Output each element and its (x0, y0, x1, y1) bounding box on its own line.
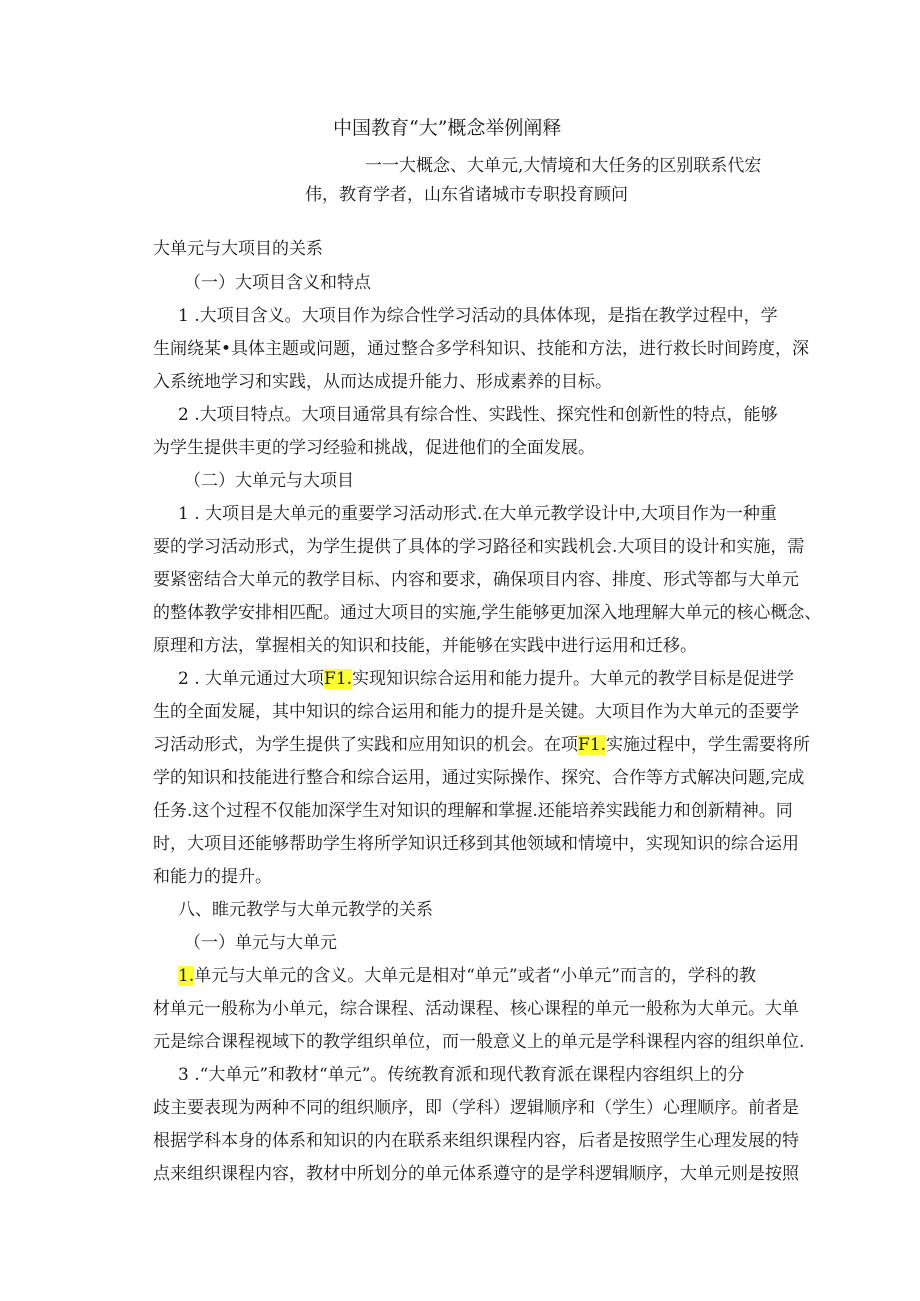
section-heading: 八、睢元教学与大单元教学的关系 (178, 900, 433, 920)
paragraph-line: 2 .大项目特点。大项目通常具有综合性、实践性、探究性和创新性的特点，能够 (178, 405, 778, 425)
highlight-mark: F1. (578, 735, 607, 755)
text-run: 2 . 大单元通过大项 (178, 669, 325, 689)
paragraph-line: 原理和方法，掌握相关的知识和技能，并能够在实践中进行运用和迁移。 (153, 636, 697, 656)
subtitle-line-2: 伟，教育学者，山东省诸城市专职投育顾问 (305, 185, 628, 205)
text-run: 实施过程中，学生需要将所 (606, 735, 811, 755)
text-run: 单元与大单元的含义。大单元是相对“单元”或者“小单元”而言的，学科的教 (194, 966, 756, 986)
paragraph-line: 要紧密结合大单元的教学目标、内容和要求，确保项目内容、排度、形式等都与大单元 (153, 570, 799, 590)
paragraph-line: 材单元一般称为小单元，综合课程、活动课程、核心课程的单元一般称为大单元。大单 (153, 999, 799, 1019)
section-heading: 大单元与大项目的关系 (153, 239, 323, 259)
paragraph-line: 根据学科本身的体系和知识的内在联系来组织课程内容，后者是按照学生心理发展的特 (153, 1131, 799, 1151)
subsection-heading: （一）单元与大单元 (184, 933, 337, 953)
paragraph-line: 点来组织课程内容，教材中所划分的单元体系遵守的是学科逻辑顺序，大单元则是按照 (153, 1164, 799, 1184)
paragraph-line (153, 734, 810, 756)
paragraph-line: 生的全面发屣，其中知识的综合运用和能力的提升是关键。大项目作为大单元的歪要学 (153, 702, 799, 722)
paragraph-line: 1 .大项目含义。大项目作为综合性学习活动的具体体现，是指在教学过程中，学 (178, 306, 778, 326)
subtitle-line-1: 一一大概念、大单元,大情境和大任务的区别联系代宏 (365, 156, 762, 176)
paragraph-line: 的整体教学安排相匹配。通过大项目的实施,学生能够更加深入地理解大单元的核心概念、 (153, 603, 822, 623)
text-run: 习活动形式，为学生提供了实践和应用知识的机会。在项 (153, 735, 578, 755)
paragraph-line: 学的知识和技能进行整合和综合运用，通过实际操作、探究、合作等方式解决问题,完成 (153, 768, 805, 788)
highlight-mark: 1. (178, 966, 195, 986)
paragraph-line: 生闹绕某•具体主题或问题，通过整合多学科知识、技能和方法，进行救长时间跨度，深 (153, 339, 810, 359)
paragraph-line: 要的学习活动形式，为学生提供了具体的学习路径和实践机会.大项目的设计和实施，需 (153, 537, 805, 557)
paragraph-line: 入系统地学习和实践，从而达成提升能力、形成素养的目标。 (153, 372, 612, 392)
paragraph-line: 3 .“大单元”和教材“单元”。传统教育派和现代教育派在课程内容组织上的分 (178, 1065, 745, 1085)
paragraph-line: 为学生提供丰更的学习经验和挑战，促进他们的全面发展。 (153, 438, 595, 458)
paragraph-line: 元是综合课程视域下的教学组织单位，而一般意义上的单元是学科课程内容的组织单位. (153, 1032, 805, 1052)
paragraph-line: 时，大项目还能够帮助学生将所学知识迁移到其他领域和情境中，实现知识的综合运用 (153, 834, 799, 854)
paragraph-line: 歧主要表现为两种不同的组织顺序，即（学科）逻辑顺序和（学生）心理顺序。前者是 (153, 1098, 799, 1118)
paragraph-line (178, 965, 756, 987)
subsection-heading: （一）大项目含义和特点 (184, 273, 371, 293)
paragraph-line: 1 . 大项目是大单元的重要学习活动形式.在大单元教学设计中,大项目作为一种重 (178, 504, 777, 524)
document-title: 中国教育“大”概念举例阐释 (333, 117, 562, 139)
paragraph-line (178, 668, 794, 690)
subsection-heading: （二）大单元与大项目 (184, 471, 354, 491)
highlight-mark: F1. (324, 669, 353, 689)
paragraph-line: 和能力的提升。 (153, 867, 272, 887)
text-run: 实现知识综合运用和能力提升。大单元的教学目标是促进学 (352, 669, 795, 689)
paragraph-line: 任务.这个过程不仅能加深学生对知识的理解和掌握.还能培养实践能力和创新精神。同 (153, 801, 793, 821)
